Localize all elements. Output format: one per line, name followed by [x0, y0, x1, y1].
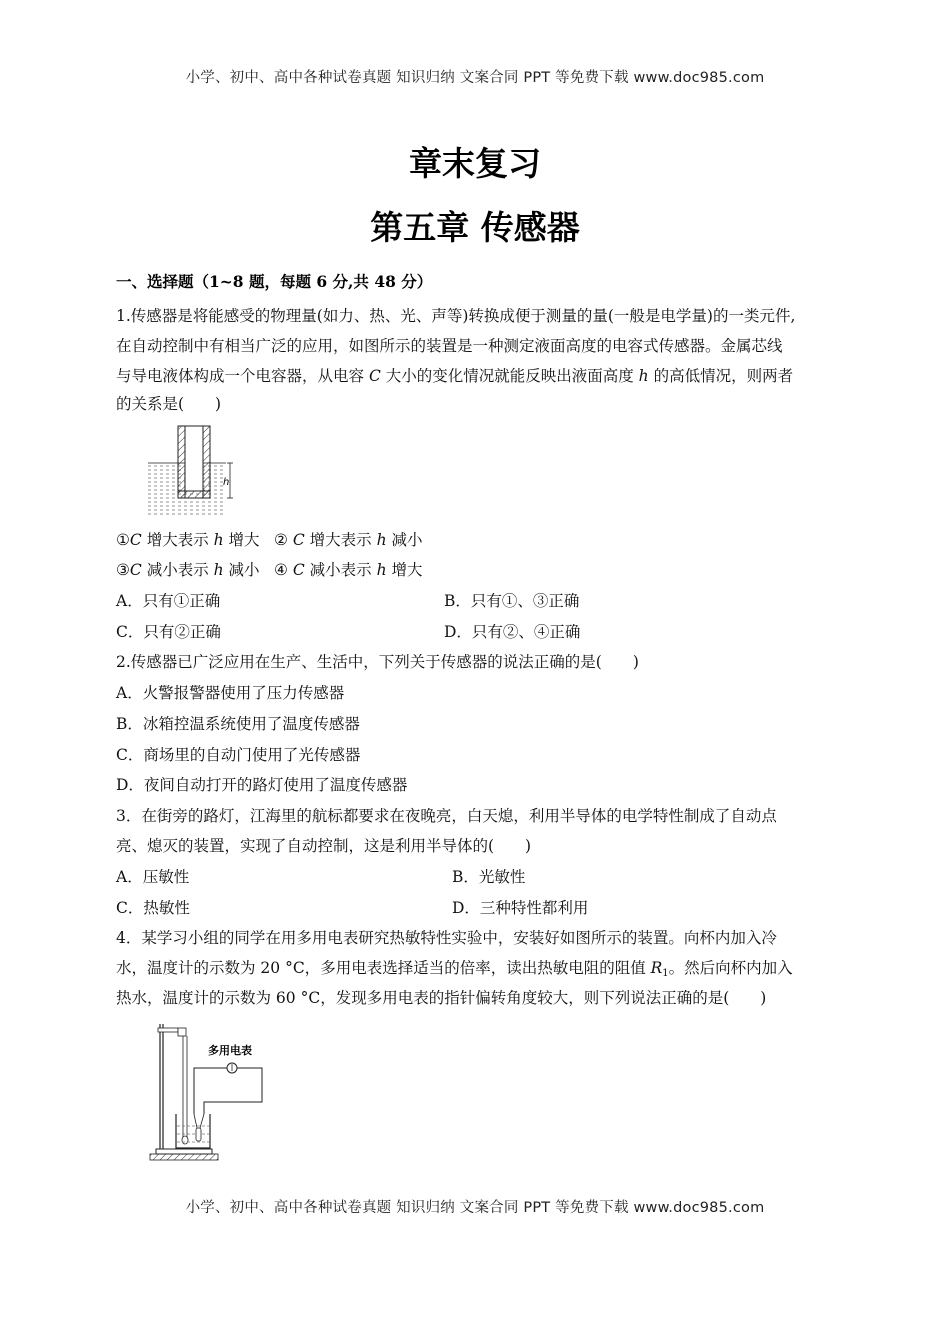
q3-line-1: 3．在街旁的路灯，江海里的航标都要求在夜晚亮，白天熄，利用半导体的电学特性制成了自动点	[116, 807, 777, 825]
q1-statement-3: ③C 减小表示 h 减小	[116, 561, 260, 579]
q4-line-1: 4．某学习小组的同学在用多用电表研究热敏特性实验中，安装好如图所示的装置。向杯内加入冷	[116, 929, 777, 947]
q1-option-b[interactable]: B．只有①、③正确	[444, 592, 580, 610]
q3-line-2: 亮、熄灭的装置，实现了自动控制，这是利用半导体的( )	[116, 837, 532, 855]
q4-line-2: 水，温度计的示数为 20 °C，多用电表选择适当的倍率，读出热敏电阻的阻值 $R_1$。然后向杯内加入	[116, 959, 793, 979]
thermistor-experiment-figure	[146, 1018, 276, 1166]
q2-option-d[interactable]: D．夜间自动打开的路灯使用了温度传感器	[116, 776, 408, 794]
multimeter-label: 多用电表	[208, 1044, 252, 1057]
q2-option-b[interactable]: B．冰箱控温系统使用了温度传感器	[116, 715, 360, 733]
page-footer: 小学、初中、高中各种试卷真题 知识归纳 文案合同 PPT 等免费下载 www.doc985.com	[185, 1200, 765, 1216]
figure-h-label: h	[223, 477, 230, 488]
q1-statement-2: ② C 增大表示 h 减小	[274, 531, 423, 549]
q1-statement-4: ④ C 减小表示 h 增大	[274, 561, 423, 579]
section-heading: 一、选择题（1~8 题，每题 6 分,共 48 分）	[116, 272, 433, 291]
q1-line-1: 1.传感器是将能感受的物理量(如力、热、光、声等)转换成便于测量的量(一般是电学量)的一类元件,	[116, 307, 796, 325]
page-title: 章末复习	[409, 144, 541, 183]
q1-option-a[interactable]: A．只有①正确	[116, 592, 221, 610]
q2-stem: 2.传感器已广泛应用在生产、生活中，下列关于传感器的说法正确的是( )	[116, 653, 639, 671]
q3-option-c[interactable]: C．热敏性	[116, 899, 190, 917]
q1-line-3: 与导电液体构成一个电容器，从电容 C 大小的变化情况就能反映出液面高度 h 的高低情况，则两者	[116, 367, 794, 385]
q3-option-b[interactable]: B．光敏性	[452, 868, 526, 886]
q2-option-c[interactable]: C．商场里的自动门使用了光传感器	[116, 746, 361, 764]
q4-line-3: 热水，温度计的示数为 60 °C，发现多用电表的指针偏转角度较大，则下列说法正确的是( )	[116, 989, 767, 1007]
capacitive-sensor-figure	[148, 424, 240, 516]
q1-option-d[interactable]: D．只有②、④正确	[444, 623, 581, 641]
q2-option-a[interactable]: A．火警报警器使用了压力传感器	[116, 684, 345, 702]
q1-line-2: 在自动控制中有相当广泛的应用，如图所示的装置是一种测定液面高度的电容式传感器。金属芯线	[116, 337, 783, 355]
q3-option-d[interactable]: D．三种特性都利用	[452, 899, 589, 917]
page-subtitle: 第五章 传感器	[370, 208, 580, 247]
q1-option-c[interactable]: C．只有②正确	[116, 623, 221, 641]
q1-statement-1: ①C 增大表示 h 增大	[116, 531, 260, 549]
q3-option-a[interactable]: A．压敏性	[116, 868, 190, 886]
page-header: 小学、初中、高中各种试卷真题 知识归纳 文案合同 PPT 等免费下载 www.doc985.com	[185, 70, 765, 86]
q1-line-4: 的关系是( )	[116, 395, 222, 413]
